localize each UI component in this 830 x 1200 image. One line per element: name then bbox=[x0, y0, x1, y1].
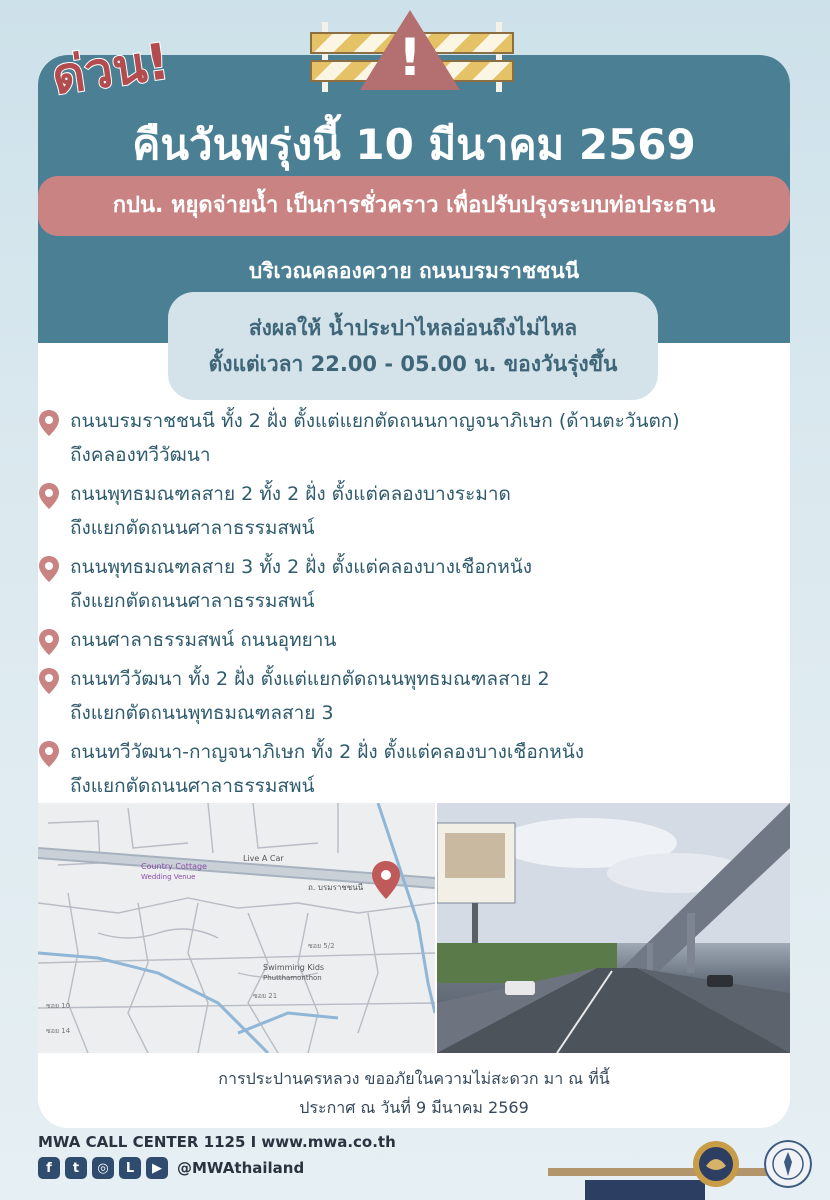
map-soi-1: ซอย 10 bbox=[46, 1002, 71, 1010]
location-line-1: ถนนพุทธมณฑลสาย 2 ทั้ง 2 ฝั่ง ตั้งแต่คลองบางระมาด bbox=[70, 483, 511, 505]
location-line-2: ถึงแยกตัดถนนศาลาธรรมสพน์ bbox=[70, 775, 315, 797]
line-icon[interactable]: L bbox=[119, 1157, 141, 1179]
location-line-1: ถนนพุทธมณฑลสาย 3 ทั้ง 2 ฝั่ง ตั้งแต่คลองบางเชือกหนัง bbox=[70, 556, 533, 578]
map-soi-3: ซอย 21 bbox=[253, 992, 278, 1000]
date-title: คืนวันพรุ่งนี้ 10 มีนาคม 2569 bbox=[132, 120, 696, 169]
location-list bbox=[38, 404, 790, 808]
impact-line-2: ตั้งแต่เวลา 22.00 - 05.00 น. ของวันรุ่งขึ้น bbox=[208, 352, 618, 376]
map-road-label: ถ. บรมราชชนนี bbox=[308, 883, 364, 892]
impact-line-1: ส่งผลให้ น้ำประปาไหลอ่อนถึงไม่ไหล bbox=[248, 316, 578, 340]
street-photo bbox=[437, 803, 790, 1053]
location-line-1: ถนนศาลาธรรมสพน์ ถนนอุทยาน bbox=[70, 629, 337, 651]
location-item bbox=[38, 404, 790, 472]
location-item bbox=[38, 735, 790, 803]
map-soi-2: ซอย 14 bbox=[46, 1027, 71, 1035]
location-line-2: ถึงแยกตัดถนนศาลาธรรมสพน์ bbox=[70, 590, 315, 612]
apology-text: การประปานครหลวง ขออภัยในความไม่สะดวก มา ณ ที่นี้ bbox=[218, 1069, 610, 1088]
call-center: MWA CALL CENTER 1125 I www.mwa.co.th bbox=[38, 1133, 396, 1151]
location-line-2: ถึงคลองทวีวัฒนา bbox=[70, 444, 211, 466]
map-live-a-car: Live A Car bbox=[243, 854, 284, 863]
street-drawing bbox=[437, 803, 790, 1053]
location-pin-icon bbox=[38, 555, 60, 583]
urgent-label: ด่วน! bbox=[48, 32, 173, 106]
location-line-2: ถึงแยกตัดถนนพุทธมณฑลสาย 3 bbox=[70, 702, 334, 724]
location-item bbox=[38, 662, 790, 730]
impact-box bbox=[168, 292, 658, 400]
map-image bbox=[38, 803, 435, 1053]
notice-text: กปน. หยุดจ่ายน้ำ เป็นการชั่วคราว เพื่อปรับปรุงระบบท่อประธาน bbox=[112, 193, 716, 218]
location-pin-icon bbox=[38, 482, 60, 510]
location-line-1: ถนนทวีวัฒนา ทั้ง 2 ฝั่ง ตั้งแต่แยกตัดถนนพุทธมณฑลสาย 2 bbox=[70, 668, 550, 690]
map-swimming-kids: Swimming Kids bbox=[263, 963, 325, 972]
location-item bbox=[38, 477, 790, 545]
facebook-icon[interactable]: f bbox=[38, 1157, 60, 1179]
map-drawing bbox=[38, 803, 435, 1053]
map-swimming-kids-2: Phutthamonthon bbox=[263, 974, 322, 982]
social-row bbox=[38, 1157, 304, 1179]
location-pin-icon bbox=[38, 409, 60, 437]
photo-row bbox=[38, 803, 790, 1053]
footer-decoration-dark bbox=[585, 1180, 705, 1200]
youtube-icon[interactable]: ▶ bbox=[146, 1157, 168, 1179]
notice-banner bbox=[38, 176, 790, 236]
location-item bbox=[38, 623, 790, 657]
map-wedding-venue: Wedding Venue bbox=[141, 873, 196, 881]
location-line-1: ถนนบรมราชชนนี ทั้ง 2 ฝั่ง ตั้งแต่แยกตัดถนนกาญจนาภิเษก (ด้านตะวันตก) bbox=[70, 410, 680, 432]
location-line-2: ถึงแยกตัดถนนศาลาธรรมสพน์ bbox=[70, 517, 315, 539]
area-text: บริเวณคลองควาย ถนนบรมราชชนนี bbox=[248, 259, 580, 283]
location-pin-icon bbox=[38, 740, 60, 768]
location-item bbox=[38, 550, 790, 618]
social-handle[interactable]: @MWAthailand bbox=[177, 1159, 305, 1177]
location-pin-icon bbox=[38, 628, 60, 656]
ministry-seal-icon bbox=[764, 1140, 812, 1188]
announced-date: ประกาศ ณ วันที่ 9 มีนาคม 2569 bbox=[299, 1098, 529, 1117]
map-country-cottage: Country Cottage bbox=[141, 862, 207, 871]
twitter-icon[interactable]: t bbox=[65, 1157, 87, 1179]
location-pin-icon bbox=[38, 667, 60, 695]
location-line-1: ถนนทวีวัฒนา-กาญจนาภิเษก ทั้ง 2 ฝั่ง ตั้งแต่คลองบางเชือกหนัง bbox=[70, 741, 585, 763]
exclamation-icon: ! bbox=[398, 28, 422, 88]
mwa-logo-icon bbox=[692, 1140, 740, 1188]
instagram-icon[interactable]: ◎ bbox=[92, 1157, 114, 1179]
footer-decoration bbox=[548, 1168, 800, 1176]
map-soi-4: ซอย 5/2 bbox=[308, 942, 335, 950]
